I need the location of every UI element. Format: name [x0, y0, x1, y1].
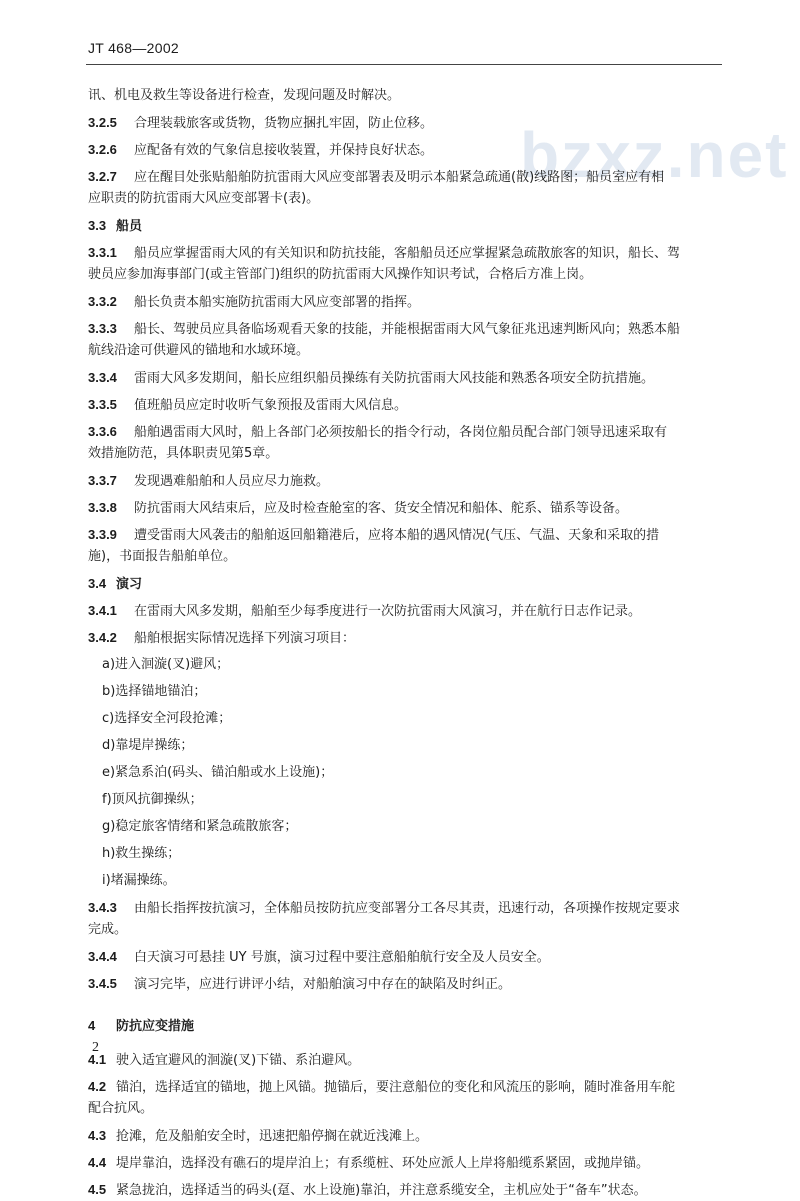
paragraph-line	[88, 265, 724, 285]
list-item	[88, 655, 724, 675]
paragraph-line	[88, 471, 724, 491]
list-item	[88, 682, 724, 702]
clause-text: 船长、驾驶员应具备临场观看天象的技能，并能根据雷雨大风气象征兆迅速判断风向；熟悉本船	[134, 322, 681, 337]
paragraph-line	[88, 628, 724, 648]
clause-text: f)顶风抗御操纵；	[102, 792, 203, 807]
clause-text: 船舶根据实际情况选择下列演习项目：	[134, 631, 356, 646]
heading-text: 防抗应变措施	[116, 1019, 195, 1034]
clause-text: 紧急拢泊，选择适当的码头(趸、水上设施)靠泊，并注意系缆安全，主机应处于“备车”状态。	[116, 1183, 647, 1198]
clause-text: e)紧急系泊(码头、锚泊船或水上设施)；	[102, 765, 334, 780]
paragraph-line	[88, 444, 724, 464]
paragraph-line	[88, 243, 724, 263]
clause-text: g)稳定旅客情绪和紧急疏散旅客；	[102, 819, 298, 834]
clause-number: 3.4.3	[88, 900, 117, 915]
clause-number: 3.3.6	[88, 424, 117, 439]
clause-text: 效措施防范，具体职责见第5章。	[88, 446, 279, 461]
clause-text: 应在醒目处张贴船舶防抗雷雨大风应变部署表及明示本船紧急疏通(散)线路图；船员室应有相	[134, 170, 665, 185]
clause-text: 配合抗风。	[88, 1101, 154, 1116]
clause-number: 3.4.1	[88, 603, 117, 618]
paragraph-line	[88, 525, 724, 545]
paragraph-line	[88, 498, 724, 518]
paragraph-line	[88, 341, 724, 361]
paragraph-line	[88, 189, 724, 209]
section-heading	[88, 1016, 724, 1036]
paragraph-line	[88, 319, 724, 339]
clause-number: 3.3.9	[88, 527, 117, 542]
list-item	[88, 709, 724, 729]
paragraph-line	[88, 1180, 724, 1200]
clause-text: 驶员应参加海事部门(或主管部门)组织的防抗雷雨大风操作知识考试，合格后方准上岗。	[88, 267, 593, 282]
clause-number: 3.3	[88, 218, 107, 233]
clause-text: i)堵漏操练。	[102, 873, 176, 888]
standard-code: JT 468—2002	[88, 40, 179, 56]
clause-number: 3.3.4	[88, 370, 117, 385]
paragraph-line	[88, 947, 724, 967]
clause-number: 3.3.7	[88, 473, 117, 488]
document-body	[88, 86, 724, 1200]
clause-text: a)进入洄漩(叉)避风；	[102, 657, 230, 672]
clause-number: 3.3.5	[88, 397, 117, 412]
paragraph-line	[88, 368, 724, 388]
clause-text: 白天演习可悬挂 UY 号旗，演习过程中要注意船舶航行安全及人员安全。	[134, 950, 550, 965]
list-item	[88, 763, 724, 783]
paragraph-line	[88, 113, 724, 133]
clause-text: d)靠堤岸操练；	[102, 738, 194, 753]
clause-text: h)救生操练；	[102, 846, 181, 861]
clause-number: 4.1	[88, 1052, 107, 1067]
paragraph-line	[88, 974, 724, 994]
list-item	[88, 736, 724, 756]
clause-text: 应职责的防抗雷雨大风应变部署卡(表)。	[88, 191, 320, 206]
clause-text: 堤岸靠泊，选择没有礁石的堤岸泊上；有系缆桩、环处应派人上岸将船缆系紧固，或抛岸锚。	[116, 1156, 650, 1171]
clause-text: 讯、机电及救生等设备进行检查，发现问题及时解决。	[88, 88, 401, 103]
clause-number: 3.3.8	[88, 500, 117, 515]
heading-text: 演习	[116, 577, 143, 592]
clause-text: 船舶遇雷雨大风时，船上各部门必须按船长的指令行动，各岗位船员配合部门领导迅速采取有	[134, 425, 668, 440]
clause-text: 抢滩，危及船舶安全时，迅速把船停搁在就近浅滩上。	[116, 1129, 429, 1144]
clause-text: 船员应掌握雷雨大风的有关知识和防抗技能，客船船员还应掌握紧急疏散旅客的知识，船长、驾	[134, 246, 681, 261]
clause-text: 发现遇难船舶和人员应尽力施救。	[134, 474, 330, 489]
paragraph-line	[88, 547, 724, 567]
paragraph-line	[88, 422, 724, 442]
paragraph-line	[88, 1099, 724, 1119]
clause-number: 3.4	[88, 576, 107, 591]
clause-text: 施)，书面报告船舶单位。	[88, 549, 237, 564]
clause-number: 3.4.2	[88, 630, 117, 645]
clause-text: 雷雨大风多发期间，船长应组织船员操练有关防抗雷雨大风技能和熟悉各项安全防抗措施。	[134, 371, 655, 386]
page-number: 2	[92, 1040, 99, 1055]
clause-number: 3.4.4	[88, 949, 117, 964]
clause-number: 4	[88, 1018, 96, 1033]
paragraph-line	[88, 86, 724, 106]
clause-text: 锚泊，选择适宜的锚地，抛上风锚。抛锚后，要注意船位的变化和风流压的影响，随时准备用车舵	[116, 1080, 676, 1095]
paragraph-line	[88, 898, 724, 918]
paragraph-line	[88, 1050, 724, 1070]
clause-text: c)选择安全河段抢滩；	[102, 711, 232, 726]
clause-number: 4.5	[88, 1182, 107, 1197]
list-item	[88, 844, 724, 864]
clause-text: 值班船员应定时收听气象预报及雷雨大风信息。	[134, 398, 408, 413]
list-item	[88, 817, 724, 837]
paragraph-line	[88, 1126, 724, 1146]
clause-text: 驶入适宜避风的洄漩(叉)下锚、系泊避风。	[116, 1053, 361, 1068]
clause-number: 3.2.7	[88, 169, 117, 184]
paragraph-line	[88, 167, 724, 187]
clause-text: 合理装载旅客或货物，货物应捆扎牢固，防止位移。	[134, 116, 434, 131]
paragraph-line	[88, 1153, 724, 1173]
clause-number: 3.2.5	[88, 115, 117, 130]
list-item	[88, 790, 724, 810]
clause-text: 船长负责本船实施防抗雷雨大风应变部署的指挥。	[134, 295, 421, 310]
section-heading	[88, 574, 724, 594]
clause-number: 3.2.6	[88, 142, 117, 157]
watermark: bzxz.net	[520, 119, 789, 191]
clause-number: 4.2	[88, 1079, 107, 1094]
paragraph-line	[88, 292, 724, 312]
header-rule	[86, 64, 722, 65]
clause-text: 在雷雨大风多发期，船舶至少每季度进行一次防抗雷雨大风演习，并在航行日志作记录。	[134, 604, 642, 619]
clause-number: 3.3.3	[88, 321, 117, 336]
paragraph-line	[88, 140, 724, 160]
clause-number: 3.4.5	[88, 976, 117, 991]
clause-number: 3.3.1	[88, 245, 117, 260]
clause-number: 4.4	[88, 1155, 107, 1170]
clause-number: 4.3	[88, 1128, 107, 1143]
clause-text: b)选择锚地锚泊；	[102, 684, 207, 699]
paragraph-line	[88, 920, 724, 940]
clause-text: 完成。	[88, 922, 128, 937]
list-item	[88, 871, 724, 891]
clause-number: 3.3.2	[88, 294, 117, 309]
heading-text: 船员	[116, 219, 143, 234]
paragraph-line	[88, 601, 724, 621]
clause-text: 防抗雷雨大风结束后，应及时检查舱室的客、货安全情况和船体、舵系、锚系等设备。	[134, 501, 629, 516]
paragraph-line	[88, 1077, 724, 1097]
clause-text: 由船长指挥按抗演习，全体船员按防抗应变部署分工各尽其责，迅速行动，各项操作按规定要求	[134, 901, 681, 916]
clause-text: 演习完毕，应进行讲评小结，对船舶演习中存在的缺陷及时纠正。	[134, 977, 512, 992]
paragraph-line	[88, 395, 724, 415]
clause-text: 遭受雷雨大风袭击的船舶返回船籍港后，应将本船的遇风情况(气压、气温、天象和采取的措	[134, 528, 660, 543]
clause-text: 航线沿途可供避风的锚地和水域环境。	[88, 343, 310, 358]
clause-text: 应配备有效的气象信息接收装置，并保持良好状态。	[134, 143, 434, 158]
section-heading	[88, 216, 724, 236]
